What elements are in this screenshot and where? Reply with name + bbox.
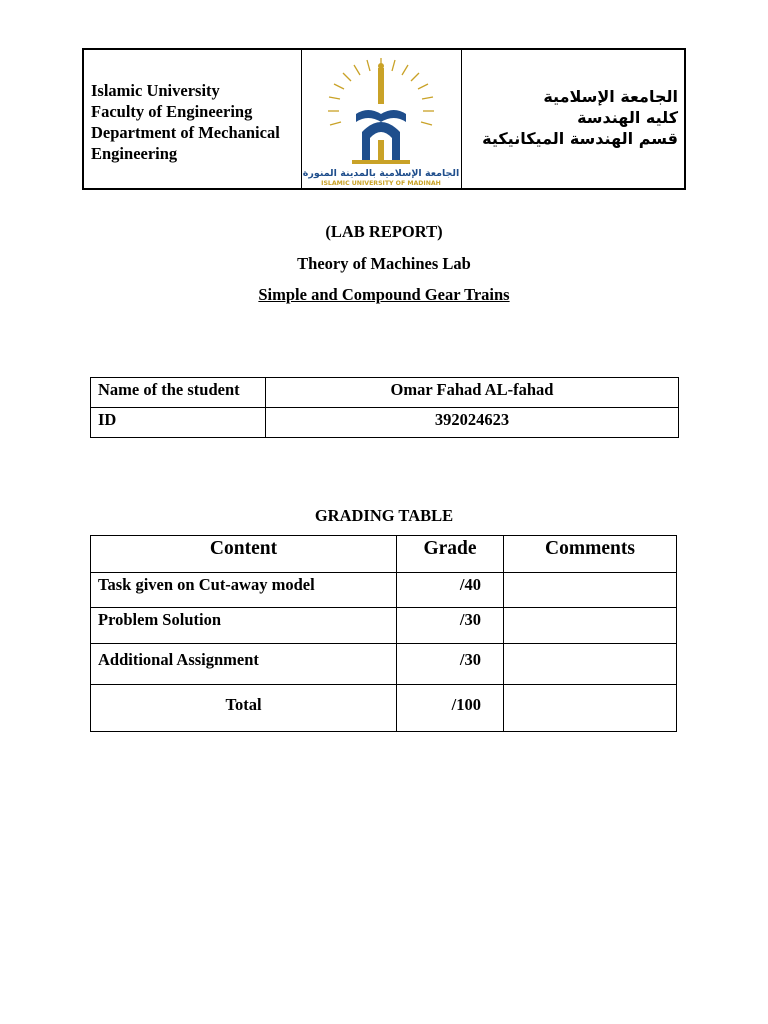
english-line: Faculty of Engineering — [91, 102, 253, 121]
table-row — [91, 378, 679, 408]
header-box — [82, 48, 686, 190]
course-title: Theory of Machines Lab — [297, 254, 471, 273]
student-table — [90, 377, 679, 438]
row-comments — [504, 644, 677, 685]
total-label: Total — [91, 685, 397, 732]
row-comments — [504, 685, 677, 732]
report-topic: Simple and Compound Gear Trains — [258, 285, 510, 304]
arabic-line: كليه الهندسة — [577, 108, 678, 127]
id-value: 392024623 — [266, 408, 679, 438]
header-content: Content — [91, 536, 397, 573]
header-arabic — [462, 50, 684, 188]
grading-title: GRADING TABLE — [314, 506, 454, 525]
minaret — [378, 68, 384, 104]
row-comments — [504, 573, 677, 608]
row-content: Problem Solution — [91, 608, 397, 644]
arabic-line: الجامعة الإسلامية — [543, 87, 678, 106]
report-label: (LAB REPORT) — [325, 222, 443, 241]
row-content: Task given on Cut-away model — [91, 573, 397, 608]
university-logo — [302, 56, 460, 187]
name-value: Omar Fahad AL-fahad — [266, 378, 679, 408]
total-grade: /100 — [397, 685, 504, 732]
row-content: Additional Assignment — [91, 644, 397, 685]
name-label: Name of the student — [91, 378, 266, 408]
grading-table — [90, 535, 677, 732]
table-row — [91, 608, 677, 644]
row-grade: /30 — [397, 644, 504, 685]
arabic-line: قسم الهندسة الميكانيكية — [482, 129, 678, 148]
logo-english-text: ISLAMIC UNIVERSITY OF MADINAH — [321, 180, 441, 187]
table-row — [91, 644, 677, 685]
english-line: Engineering — [91, 144, 178, 163]
header-grade: Grade — [397, 536, 504, 573]
book-icon — [356, 110, 406, 122]
table-row — [91, 408, 679, 438]
logo-arabic-text: الجامعة الإسلامية بالمدينة المنورة — [302, 168, 460, 179]
english-line: Islamic University — [91, 81, 220, 100]
row-grade: /40 — [397, 573, 504, 608]
row-grade: /30 — [397, 608, 504, 644]
header-comments: Comments — [504, 536, 677, 573]
grading-header-row — [91, 536, 677, 573]
header-english — [84, 50, 302, 188]
table-row — [91, 685, 677, 732]
english-line: Department of Mechanical — [91, 123, 280, 142]
id-label: ID — [91, 408, 266, 438]
row-comments — [504, 608, 677, 644]
header-logo-cell — [302, 50, 462, 188]
table-row — [91, 573, 677, 608]
